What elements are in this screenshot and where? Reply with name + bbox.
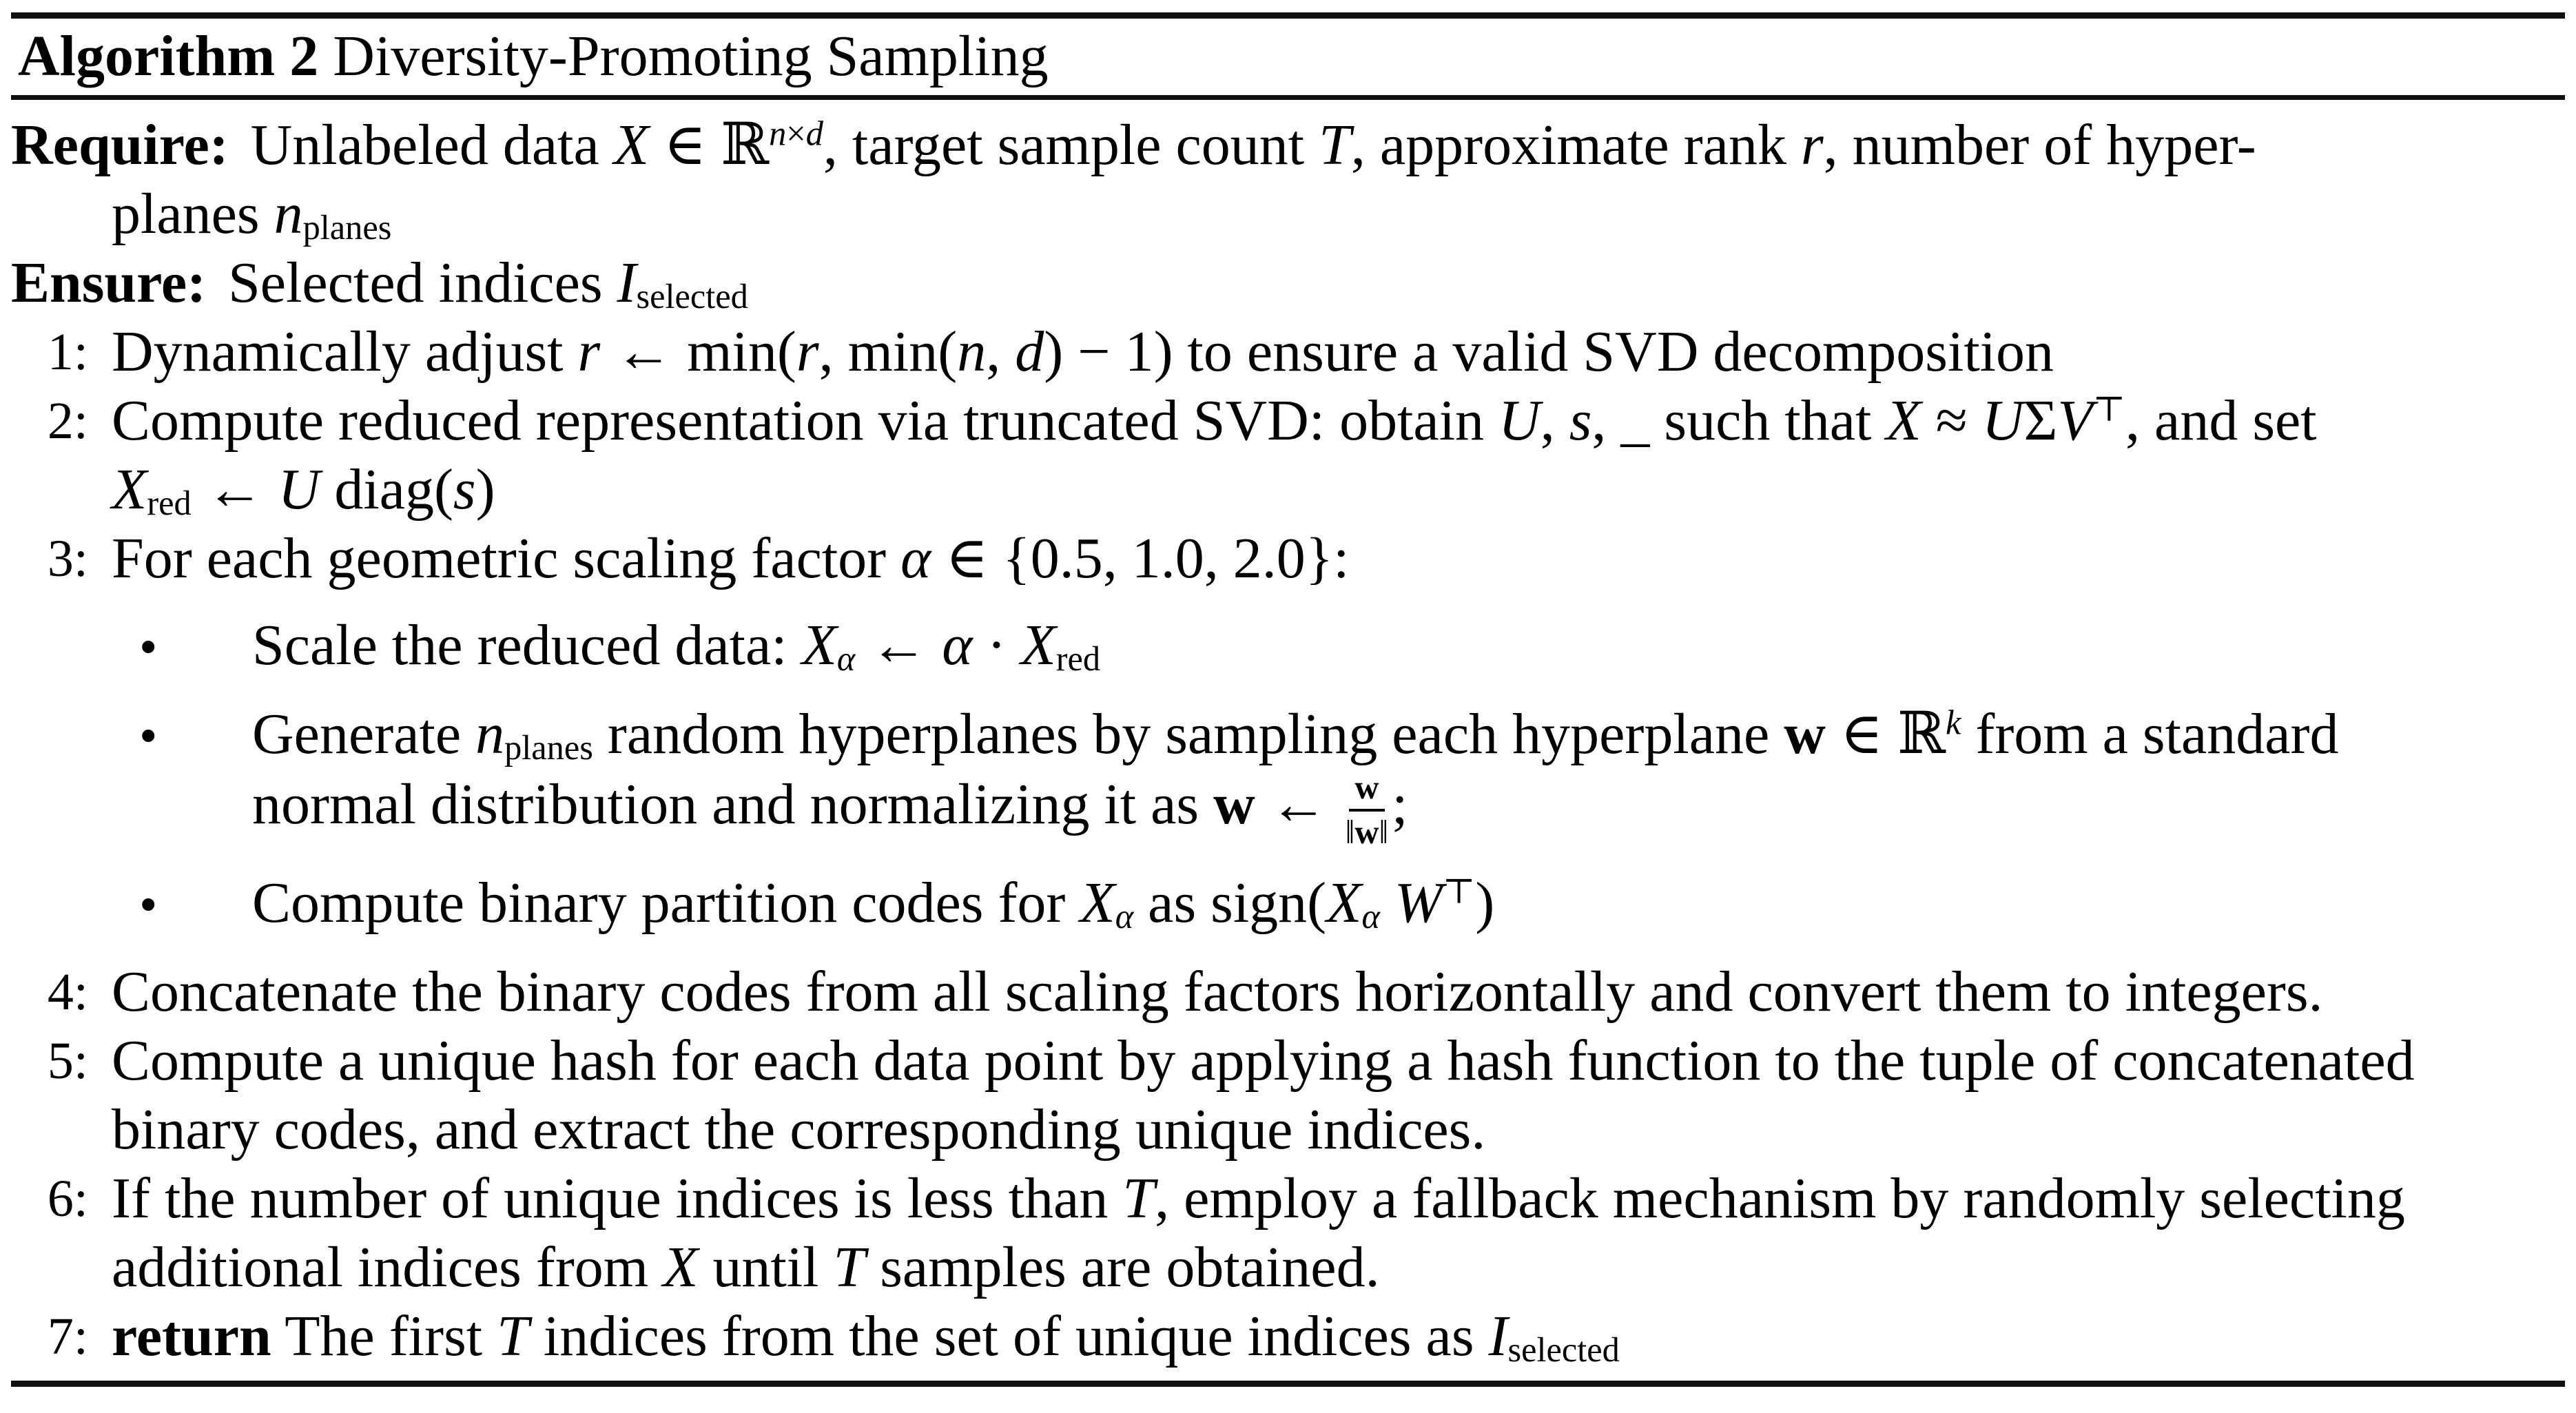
step-line-4 [11,958,2565,1027]
bullet-icon: • [139,619,158,676]
bullet-icon: • [139,708,158,765]
step-text: If the number of unique indices is less than T, employ a fallback mechanism by randomly selecting additional indices from X until T samples are obtained. [112,1166,2405,1300]
step-number: 5: [47,1032,88,1091]
header-rule [11,95,2565,100]
algorithm-body [11,100,2565,1381]
bullet-text: Generate $n_{planes}$ random hyperplanes by sampling each hyperplane w ∈ ℝ$^k$ from a standard normal distribution and normalizing it as w ← $\frac{w}{‖w‖}$ ; [252,702,2339,851]
bullet-text: Scale the reduced data: $X_\alpha$ ← $\alpha \cdot X_{red}$ [252,613,1101,679]
step-line-7 [11,1302,2565,1371]
require-keyword: Require: [11,113,229,177]
step-number: 1: [47,323,88,381]
step-line-1 [11,318,2565,386]
algorithm-label: Algorithm 2 [18,24,319,88]
ensure-text: Selected indices $I_{selected}$ [228,251,748,316]
step-line-6 [11,1164,2565,1302]
require-text: Unlabeled data X ∈ ℝ$^{n\times d}$, target sample count T, approximate rank r, number of hyper- planes $n_{planes}$ [112,113,2256,247]
algorithm-figure [11,12,2565,1387]
step-line-5 [11,1027,2565,1164]
step-3-bullet-list [11,611,2565,940]
step-line-2 [11,386,2565,524]
step-number: 6: [47,1170,88,1228]
step-number: 2: [47,392,88,450]
step-line-3 [11,524,2565,593]
ensure-keyword: Ensure: [11,251,207,315]
step-text: Compute a unique hash for each data point by applying a hash function to the tuple of concatenated binary codes, and extract the corresponding unique indices. [112,1029,2415,1162]
top-rule [11,12,2565,19]
step-text: Dynamically adjust r ← min(r, min(n, d) − 1) to ensure a valid SVD decomposition [112,320,2054,384]
bullet-item-2 [11,700,2565,851]
bullet-icon: • [139,876,158,934]
algorithm-name: Diversity-Promoting Sampling [333,24,1049,88]
step-text: For each geometric scaling factor α ∈ {0.5, 1.0, 2.0}: [112,526,1350,590]
require-line [11,111,2565,249]
bottom-rule [11,1381,2565,1387]
step-text: return The first T indices from the set of unique indices as $I_{selected}$ [112,1304,1620,1370]
bullet-item-1 [11,611,2565,682]
step-number: 3: [47,530,88,588]
bullet-text: Compute binary partition codes for $X_\alpha$ as $sign(X_\alpha$ W⊤) [252,871,1495,936]
step-text: Compute reduced representation via truncated SVD: obtain U, s, _ such that X ≈ UΣV⊤, and set $X_{red}$ ← U diag(s) [112,389,2317,523]
step-number: 7: [47,1308,88,1366]
bullet-item-3 [11,869,2565,940]
step-text: Concatenate the binary codes from all scaling factors horizontally and convert them to integers. [112,960,2323,1024]
ensure-line [11,249,2565,318]
step-number: 4: [47,963,88,1022]
algorithm-title [11,19,2565,95]
